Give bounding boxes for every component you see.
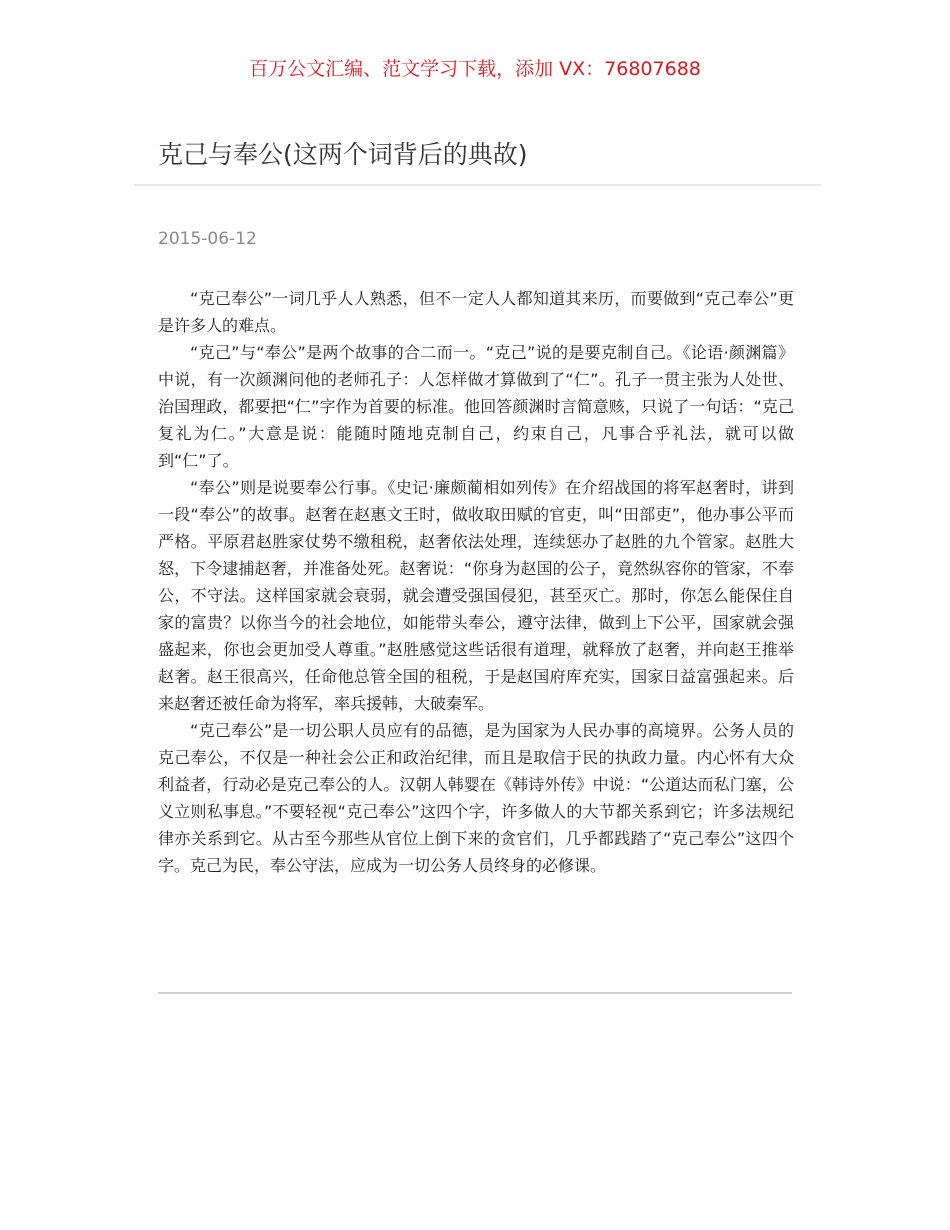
article-paragraph: “克己奉公”是一切公职人员应有的品德，是为国家为人民办事的高境界。公务人员的克己奉公，不仅是一种社会公正和政治纪律，而且是取信于民的执政力量。内心怀有大众利益者，行动必是克己奉公的人。汉朝人韩婴在《韩诗外传》中说：“公道达而私门塞，公义立则私事息。”不要轻视“克己奉公”这四个字，许多做人的大节都关系到它；许多法规纪律亦关系到它。从古至今那些从官位上倒下来的贪官们，几乎都践踏了“克己奉公”这四个字。克己为民，奉公守法，应成为一切公务人员终身的必修课。 — [158, 721, 794, 875]
article-paragraph: “克己奉公”一词几乎人人熟悉，但不一定人人都知道其来历，而要做到“克己奉公”更是许多人的难点。 — [158, 289, 794, 335]
article-paragraph: “奉公”则是说要奉公行事。《史记·廉颇蔺相如列传》在介绍战国的将军赵奢时，讲到一段“奉公”的故事。赵奢在赵惠文王时，做收取田赋的官吏，叫“田部吏”，他办事公平而严格。平原君赵胜家仗势不缴租税，赵奢依法处理，连续惩办了赵胜的九个管家。赵胜大怒，下令逮捕赵奢，并准备处死。赵奢说：“你身为赵国的公子，竟然纵容你的管家，不奉公，不守法。这样国家就会衰弱，就会遭受强国侵犯，甚至灭亡。那时，你怎么能保住自家的富贵？以你当今的社会地位，如能带头奉公，遵守法律，做到上下公平，国家就会强盛起来，你也会更加受人尊重。”赵胜感觉这些话很有道理，就释放了赵奢，并向赵王推举赵奢。赵王很高兴，任命他总管全国的租税，于是赵国府库充实，国家日益富强起来。后来赵奢还被任命为将军，率兵援韩，大破秦军。 — [158, 478, 794, 713]
article-title: 克己与奉公(这两个词背后的典故) — [158, 140, 528, 169]
article-body — [158, 285, 794, 879]
footer-divider — [158, 992, 792, 994]
title-divider — [134, 184, 821, 186]
article-paragraph: “克己”与“奉公”是两个故事的合二而一。“克己”说的是要克制自己。《论语·颜渊篇》中说，有一次颜渊问他的老师孔子：人怎样做才算做到了“仁”。孔子一贯主张为人处世、治国理政，都要把“仁”字作为首要的标准。他回答颜渊时言简意赅，只说了一句话：“克己复礼为仁。”大意是说：能随时随地克制自己，约束自己，凡事合乎礼法，就可以做到“仁”了。 — [158, 343, 794, 470]
promo-banner: 百万公文汇编、范文学习下载，添加 VX：76807688 — [249, 58, 701, 80]
publish-date: 2015-06-12 — [158, 229, 257, 249]
